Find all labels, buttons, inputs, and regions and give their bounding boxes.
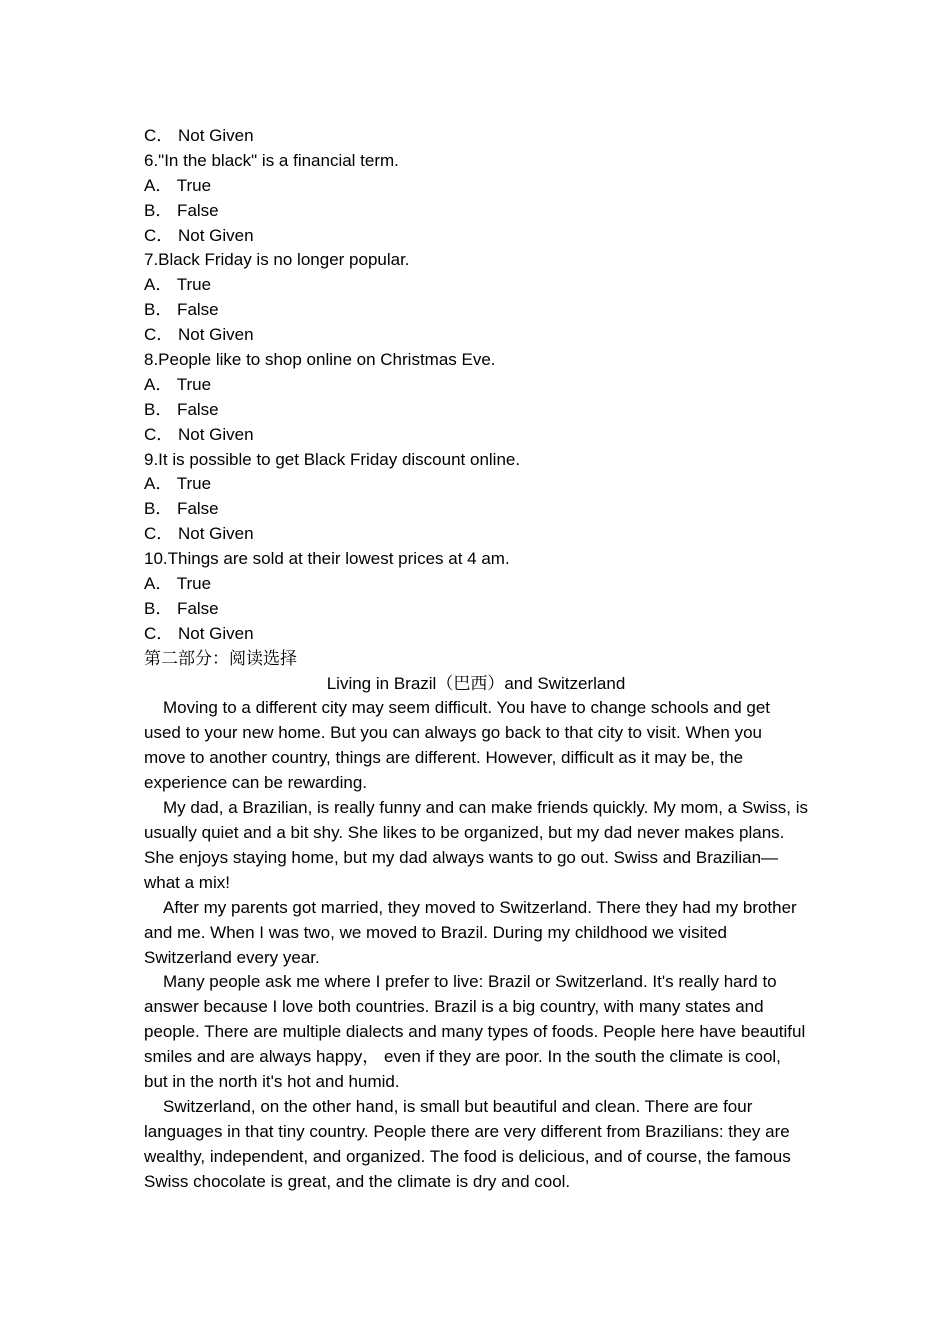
- option-a: A． True: [144, 374, 212, 394]
- question-10: [144, 547, 808, 647]
- passage-paragraph-2: My dad, a Brazilian, is really funny and can make friends quickly. My mom, a Swiss, is usually quiet and a bit shy. She likes to be organized, but my dad never makes plans. She enjoys staying home, but my dad always wants to go out. Swiss and Brazilian—what a mix!: [144, 798, 808, 892]
- passage-paragraph-4: Many people ask me where I prefer to live: Brazil or Switzerland. It's really hard to answer because I love both countries. Brazil is a big country, with many states and people. There are multiple dialects and many types of foods. People here have beautiful smiles and are always happy， even if they are poor. In the south the climate is cool, but in the north it's hot and humid.: [144, 972, 806, 1092]
- option-c: C． Not Given: [144, 623, 254, 643]
- option-b: B． False: [144, 300, 219, 320]
- question-stem: 7.Black Friday is no longer popular.: [144, 250, 410, 270]
- option-c: C． Not Given: [144, 325, 254, 345]
- question-5-option-c: C． Not Given: [144, 126, 254, 145]
- passage-paragraph-1: Moving to a different city may seem difficult. You have to change schools and get used to your new home. But you can always go back to that city to visit. When you move to another country, things are different. However, difficult as it may be, the experience can be rewarding.: [144, 698, 771, 793]
- passage-paragraph-3: After my parents got married, they moved to Switzerland. There they had my brother and me. When I was two, we moved to Brazil. During my childhood we visited Switzerland every year.: [144, 897, 797, 967]
- question-stem: 10.Things are sold at their lowest prices at 4 am.: [144, 549, 510, 569]
- option-a: A． True: [144, 275, 212, 295]
- passage-title: Living in Brazil（巴西）and Switzerland: [326, 673, 626, 693]
- page-content: [144, 124, 808, 1195]
- question-stem: 6."In the black" is a financial term.: [144, 150, 399, 170]
- option-a: A． True: [144, 175, 212, 195]
- option-a: A． True: [144, 574, 212, 594]
- option-b: B． False: [144, 499, 219, 519]
- option-a: A． True: [144, 474, 212, 494]
- option-b: B． False: [144, 399, 219, 419]
- option-c: C． Not Given: [144, 225, 254, 245]
- question-8: [144, 348, 808, 448]
- question-9: [144, 448, 808, 548]
- option-c: C． Not Given: [144, 424, 254, 444]
- option-c: C． Not Given: [144, 524, 254, 544]
- question-7: [144, 248, 808, 348]
- passage-paragraph-5: Switzerland, on the other hand, is small but beautiful and clean. There are four languages in that tiny country. People there are very different from Brazilians: they are wealthy, independent, and organized. The food is delicious, and of course, the famous Swiss chocolate is great, and the climate is dry and cool.: [144, 1096, 791, 1191]
- question-6: [144, 149, 808, 249]
- section-heading: 第二部分：阅读选择: [144, 648, 297, 669]
- option-b: B． False: [144, 200, 219, 220]
- option-b: B． False: [144, 598, 219, 618]
- question-stem: 8.People like to shop online on Christmas Eve.: [144, 350, 496, 370]
- question-stem: 9.It is possible to get Black Friday discount online.: [144, 449, 521, 469]
